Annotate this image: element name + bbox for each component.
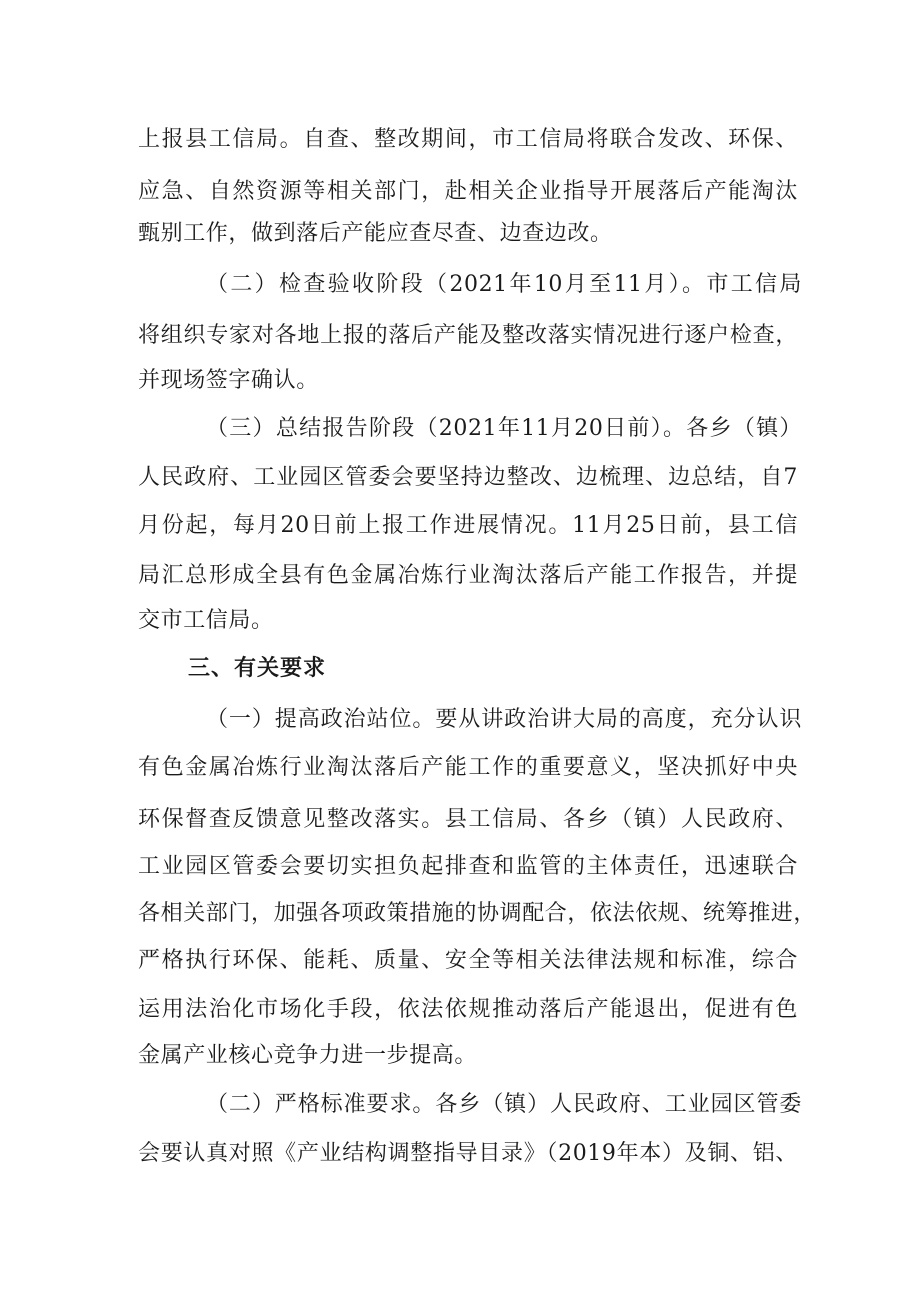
text-line: 甄别工作，做到落后产能应查尽查、边查边改。	[138, 221, 613, 246]
text-line: 各相关部门，加强各项政策措施的协调配合，依法依规、统筹推进，	[138, 901, 817, 926]
text-line: （二）检查验收阶段（2021年10月至11月）。市工信局	[206, 272, 802, 297]
text-line: 工业园区管委会要切实担负起排查和监管的主体责任，迅速联合	[138, 854, 798, 879]
text-line: （一）提高政治站位。要从讲政治讲大局的高度，充分认识	[206, 707, 802, 732]
text-line: 上报县工信局。自查、整改期间，市工信局将联合发改、环保、	[138, 127, 798, 152]
text-line: 并现场签字确认。	[138, 368, 319, 393]
section-heading: 三、有关要求	[188, 656, 327, 681]
text-line: 局汇总形成全县有色金属冶炼行业淘汰落后产能工作报告，并提	[138, 563, 798, 588]
text-line: 严格执行环保、能耗、质量、安全等相关法律法规和标准，综合	[138, 948, 798, 973]
text-line: 环保督查反馈意见整改落实。县工信局、各乡（镇）人民政府、	[138, 807, 798, 832]
text-line: 会要认真对照《产业结构调整指导目录》（2019年本）及铜、铝、	[138, 1141, 798, 1166]
text-line: 应急、自然资源等相关部门，赴相关企业指导开展落后产能淘汰	[138, 179, 798, 204]
text-line: 交市工信局。	[138, 608, 274, 633]
text-line: 将组织专家对各地上报的落后产能及整改落实情况进行逐户检查，	[138, 323, 798, 348]
text-line: 运用法治化市场化手段，依法依规推动落后产能退出，促进有色	[138, 997, 798, 1022]
text-line: 人民政府、工业园区管委会要坚持边整改、边梳理、边总结，自7	[138, 465, 798, 490]
text-line: （三）总结报告阶段（2021年11月20日前）。各乡（镇）	[206, 416, 802, 441]
text-line: 有色金属冶炼行业淘汰落后产能工作的重要意义，坚决抓好中央	[138, 755, 798, 780]
text-line: 金属产业核心竞争力进一步提高。	[138, 1043, 478, 1068]
text-line: 月份起，每月20日前上报工作进展情况。11月25日前，县工信	[138, 513, 798, 538]
text-line: （二）严格标准要求。各乡（镇）人民政府、工业园区管委	[206, 1092, 802, 1117]
